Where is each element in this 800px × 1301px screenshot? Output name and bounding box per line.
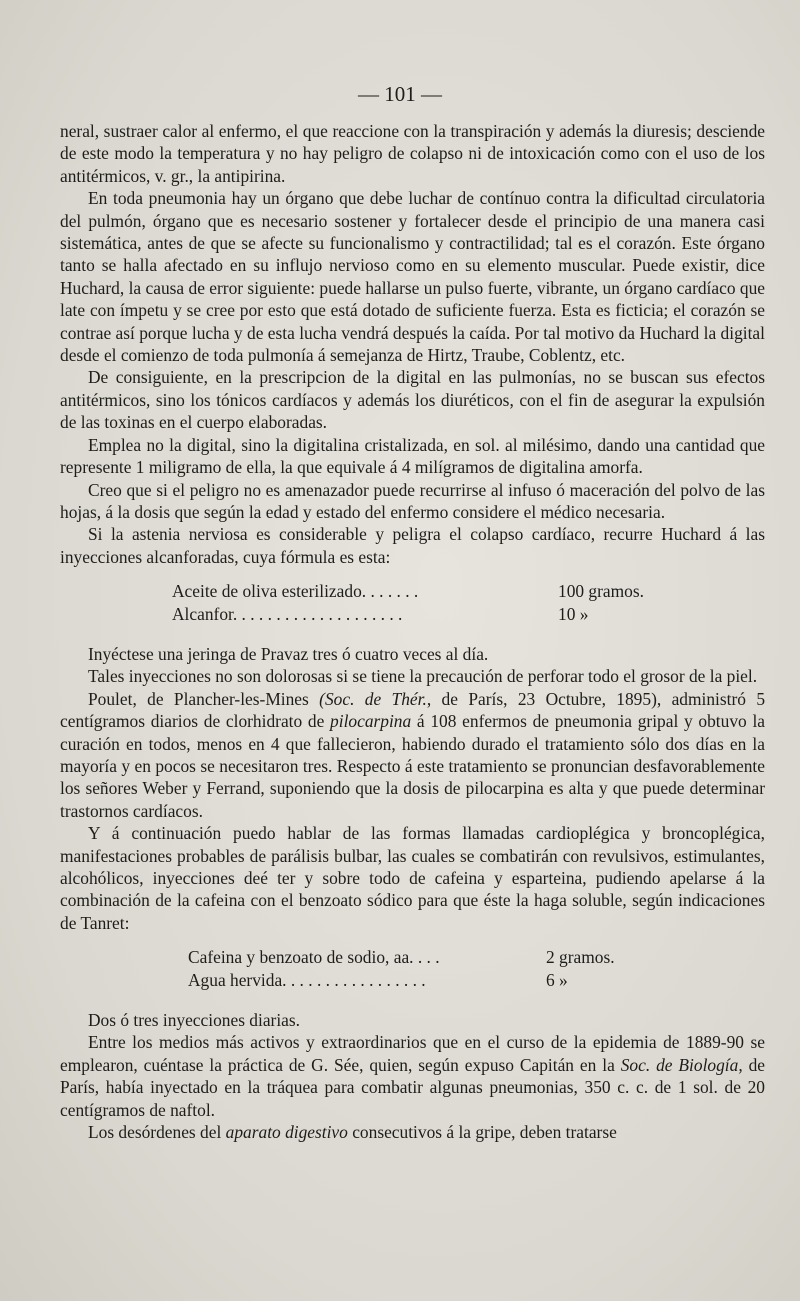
text-run: consecutivos á la gripe, deben tratarse — [347, 1122, 617, 1143]
paragraph: Creo que si el peligro no es amenazador puede recurrirse al infuso ó maceración del polvo de las hojas, á la dosis que según la edad y estado del enfermo considere el médico necesaria. — [60, 479, 765, 522]
body-text — [60, 120, 765, 1143]
formula-row — [172, 580, 765, 602]
text-run: , de París, 23 Octubre, 1895), administró 5 centígramos diarios de clorhidrato de — [60, 688, 766, 732]
formula-quantity: 100 gramos. — [558, 581, 644, 602]
page-number: — 101 — — [358, 82, 442, 106]
society-reference: Soc. de Biología, — [620, 1054, 743, 1075]
paragraph: Si la astenia nerviosa es considerable y peligra el colapso cardíaco, recurre Huchard á las inyecciones alcanforadas, cuya fórmula es esta: — [60, 524, 765, 567]
paragraph-see — [60, 1031, 765, 1121]
paragraph-last — [60, 1121, 765, 1143]
paragraph: Y á continuación puedo hablar de las formas llamadas cardioplégica y broncoplégica, manifestaciones probables de parálisis bulbar, las cuales se combatirán con revulsivos, estimulantes, alcohólicos, inyecciones deé ter y sobre todo de cafeina y esparteina, pudiendo apelarse á la combinación de la cafeina con el benzoato sódico para que éste la haga soluble, según indicaciones de Tanret: — [60, 823, 765, 933]
formula-row — [172, 603, 765, 625]
text-run: á 108 enfermos de pneumonia gripal y obtuvo la curación en todos, menos en 4 que fallecieron, habiendo durado el tratamiento sólo dos días en la mayoría y en pocos se necesitaron tres. Respecto á este tratamiento se pronuncian desfavorablemente los señores Weber y Ferrand, suponiendo que la dosis de pilocarpina es alta y que puede determinar trastornos cardíacos. — [60, 711, 765, 821]
formula-ingredient: Alcanfor. . . . . . . . . . . . . . . . . . . . — [172, 603, 403, 624]
formula-ingredient: Aceite de oliva esterilizado. . . . . . . — [172, 581, 419, 602]
formula-quantity: 2 gramos. — [546, 947, 615, 968]
formula-quantity: 6 » — [546, 969, 568, 990]
text-run: Poulet, de Plancher-les-Mines — [88, 688, 320, 709]
paragraph: Tales inyecciones no son dolorosas si se tiene la precaución de perforar todo el grosor de la piel. — [88, 666, 758, 687]
paragraph: De consiguiente, en la prescripcion de la digital en las pulmonías, no se buscan sus efectos antitérmicos, sino los tónicos cardíacos y además los diuréticos, con el fin de asegurar la expulsión de las toxinas en el cuerpo elaboradas. — [60, 367, 765, 433]
formula-quantity: 10 » — [558, 603, 589, 624]
formula-ingredient: Cafeina y benzoato de sodio, aa. . . . — [188, 947, 440, 968]
text-run: Entre los medios más activos y extraordinarios que en el curso de la epidemia de 1889-90 se emplearon, cuéntase la práctica de G. Sée, quien, según expuso Capitán en la — [60, 1032, 765, 1075]
section-reference: aparato digestivo — [225, 1122, 348, 1143]
drug-name: pilocarpina — [330, 711, 412, 732]
formula-row — [188, 946, 765, 968]
formula-row — [188, 969, 765, 991]
text-run: de París, había inyectado en la tráquea para combatir algunas pneumonias, 350 c. c. de 1 sol. de 20 centígramos de naftol. — [60, 1054, 765, 1120]
formula-caffeine — [188, 946, 765, 991]
paragraph: Emplea no la digital, sino la digitalina cristalizada, en sol. al milésimo, dando una cantidad que represente 1 miligramo de ella, la que equivale á 4 milígramos de digitalina amorfa. — [60, 434, 765, 478]
journal-reference: (Soc. de Thér. — [319, 688, 427, 709]
formula-ingredient: Agua hervida. . . . . . . . . . . . . . . . . — [188, 969, 426, 990]
paragraph: En toda pneumonia hay un órgano que debe luchar de contínuo contra la dificultad circulatoria del pulmón, órgano que es necesario sostener y fortalecer desde el principio de una manera casi sistemática, antes de que se afecte su funcionalismo y contractilidad; tal es el corazón. Este órgano tanto se halla afectado en su influjo nervioso como en su elemento muscular. Puede existir, dice Huchard, la causa de error siguiente: puede hallarse un pulso fuerte, vibrante, un órgano cardíaco que late con ímpetu y se cree por esto que está dotado de suficiente fuerza. Esta es ficticia; el corazón se contrae así porque lucha y de esta lucha vendrá después la caída. Por tal motivo da Huchard la digital desde el comienzo de toda pulmonía á semejanza de Hirtz, Traube, Coblentz, etc. — [60, 188, 765, 366]
text-run: Los desórdenes del — [88, 1122, 226, 1143]
formula-camphor — [172, 580, 765, 625]
paragraph: Inyéctese una jeringa de Pravaz tres ó cuatro veces al día. — [88, 643, 489, 664]
paragraph: neral, sustraer calor al enfermo, el que reaccione con la transpiración y además la diuresis; desciende de este modo la temperatura y no hay peligro de colapso ni de intoxicación como con el uso de los antitérmicos, v. gr., la antipirina. — [60, 121, 765, 186]
paragraph-poulet — [60, 688, 765, 822]
paragraph: Dos ó tres inyecciones diarias. — [88, 1010, 301, 1031]
